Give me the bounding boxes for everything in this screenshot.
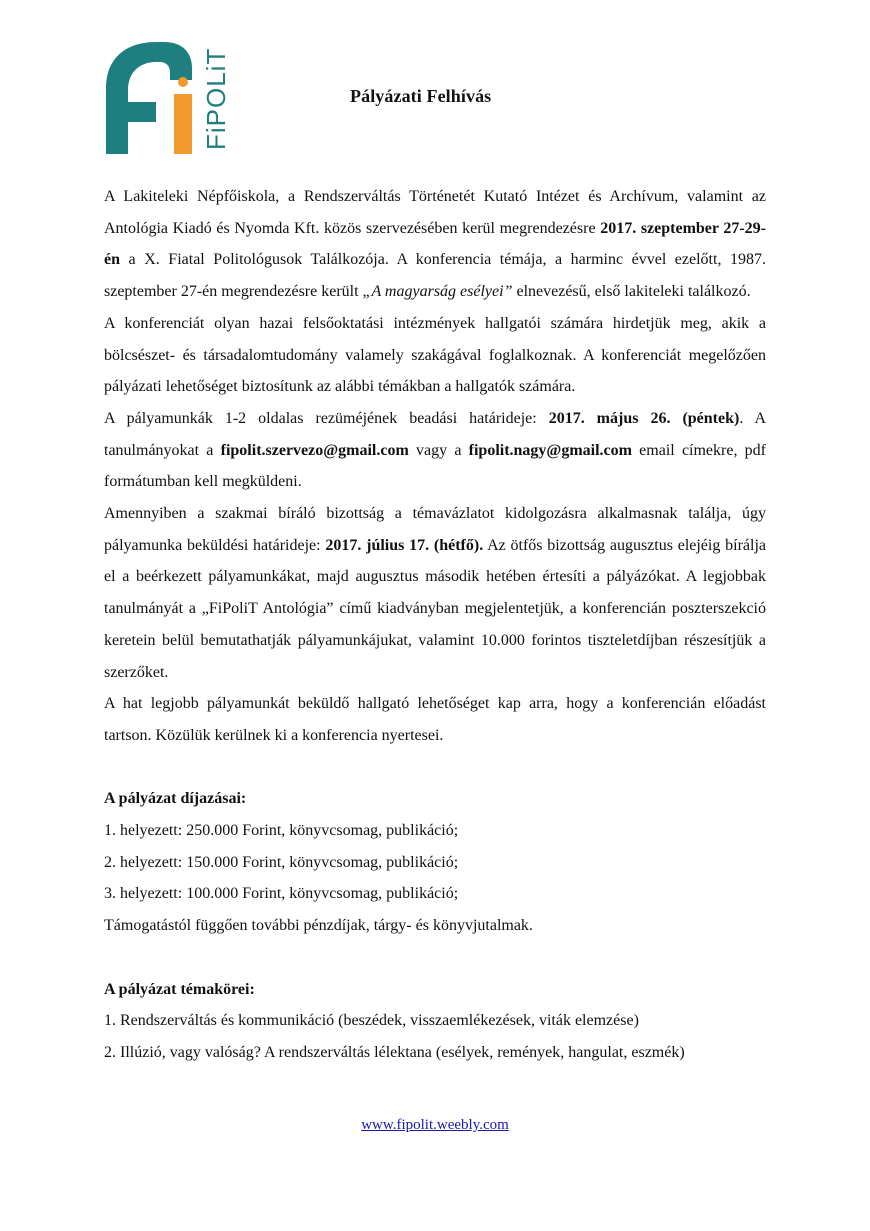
intro-p4-text-b: Az ötfős bizottság augusztus elejéig bírálja el a beérkezett pályamunkákat, majd augusztus második hetében értesíti a pályázókat. A legjobbak tanulmányát a „FiPoliT Antológia” című kiadványban megjelentetjük, a konferencián poszterszekció keretein belül bemutathatják pályamunkájukat, valamint 10.000 forintos tiszteletdíjban részesítjük a szerzőket. bbox=[104, 536, 766, 681]
intro-p3-text-b: . A tanulmányokat a bbox=[104, 409, 767, 459]
first-meeting-title: „A magyarság esélyei” bbox=[362, 283, 513, 301]
logo-orange-stem bbox=[174, 94, 192, 154]
document-body bbox=[104, 181, 766, 1069]
logo-wordmark-text: FiPOLiT bbox=[201, 47, 231, 150]
prize-item: 2. helyezett: 150.000 Forint, könyvcsomag, publikáció; bbox=[104, 853, 459, 871]
topics-heading: A pályázat témakörei: bbox=[104, 980, 255, 998]
intro-p4-text-a: Amennyiben a szakmai bíráló bizottság a témavázlatot kidolgozásra alkalmasnak találja, úgy pályamunka beküldési határideje: bbox=[104, 505, 766, 554]
prizes-heading: A pályázat díjazásai: bbox=[104, 790, 247, 808]
conference-date: 2017. szeptember 27-29-én bbox=[104, 219, 767, 269]
intro-p1-text-c: elnevezésű, első lakiteleki találkozó. bbox=[512, 283, 751, 301]
intro-p1-text-a: A Lakiteleki Népfőiskola, a Rendszerváltás Történetét Kutató Intézet és Archívum, valamint az Antológia Kiadó és Nyomda Kft. közös szervezésében kerül megrendezésre bbox=[104, 188, 766, 237]
intro-p3-text-c: vagy a bbox=[408, 441, 469, 459]
topic-item: 2. Illúzió, vagy valóság? A rendszerváltás lélektana (esélyek, remények, hangulat, eszmék) bbox=[104, 1043, 685, 1061]
intro-p3-text-a: A pályamunkák 1-2 oldalas rezüméjének beadási határideje: bbox=[104, 409, 549, 427]
prizes-list bbox=[104, 815, 766, 942]
email-nagy: fipolit.nagy@gmail.com bbox=[468, 441, 632, 459]
intro-p3-text-d: email címekre, pdf formátumban kell megküldeni. bbox=[104, 441, 767, 491]
footer-website-link[interactable]: www.fipolit.weebly.com bbox=[361, 1117, 509, 1133]
intro-paragraph-1 bbox=[104, 181, 766, 308]
intro-paragraph-5: A hat legjobb pályamunkát beküldő hallgató lehetőséget kap arra, hogy a konferencián előadást tartson. Közülük kerülnek ki a konferencia nyertesei. bbox=[104, 695, 766, 744]
topics-list bbox=[104, 1005, 766, 1068]
intro-p1-text-b: a X. Fiatal Politológusok Találkozója. A konferencia témája, a harminc évvel ezelőtt, 1987. szeptember 27-én megrendezésre került bbox=[104, 251, 766, 301]
prize-item: 1. helyezett: 250.000 Forint, könyvcsomag, publikáció; bbox=[104, 822, 459, 840]
logo-orange-dot bbox=[178, 77, 188, 87]
logo-wordmark bbox=[201, 42, 233, 152]
document-title: Pályázati Felhívás bbox=[350, 86, 492, 106]
intro-paragraph-2: A konferenciát olyan hazai felsőoktatási intézmények hallgatói számára hirdetjük meg, akik a bölcsészet- és társadalomtudomány valamely szakágával foglalkoznak. A konferenciát megelőzően pályázati lehetőséget biztosítunk az alábbi témákban a hallgatók számára. bbox=[104, 314, 766, 396]
intro-paragraph-4 bbox=[104, 498, 766, 688]
email-organizer: fipolit.szervezo@gmail.com bbox=[220, 441, 409, 459]
prize-item: 3. helyezett: 100.000 Forint, könyvcsomag, publikáció; bbox=[104, 885, 459, 903]
intro-paragraph-3 bbox=[104, 403, 766, 498]
prize-item: Támogatástól függően további pénzdíjak, tárgy- és könyvjutalmak. bbox=[104, 917, 533, 935]
abstract-deadline: 2017. május 26. (péntek) bbox=[548, 409, 740, 427]
topic-item: 1. Rendszerváltás és kommunikáció (beszédek, visszaemlékezések, viták elemzése) bbox=[104, 1012, 639, 1030]
submission-deadline: 2017. július 17. (hétfő). bbox=[325, 536, 484, 554]
